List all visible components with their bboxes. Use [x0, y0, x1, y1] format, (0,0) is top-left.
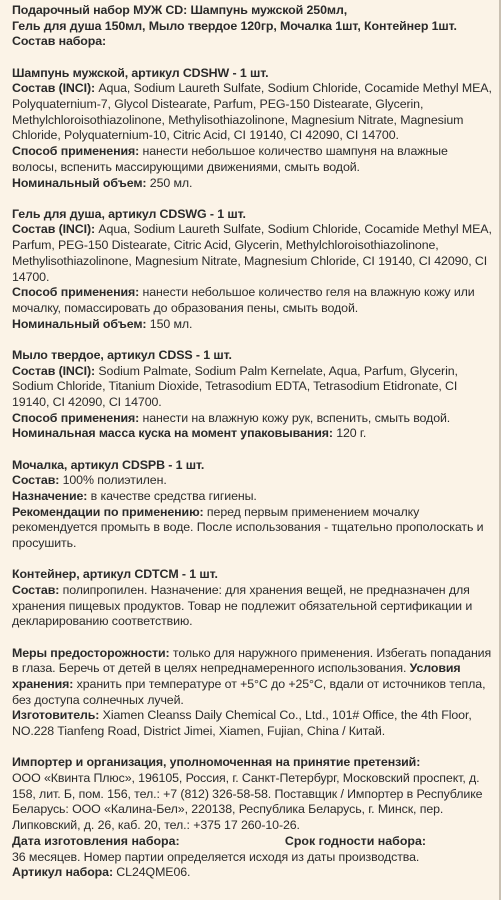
sponge-title: Мочалка, артикул CDSPB - 1 шт. [12, 457, 205, 472]
dates-row [12, 834, 493, 850]
soap-usage: Способ применения: нанести на влажную кожу рук, вспенить, смыть водой. [12, 410, 451, 425]
shampoo-title: Шампунь мужской, артикул CDSHW - 1 шт. [12, 65, 269, 80]
gel-usage: Способ применения: нанести небольшое количество геля на влажную кожу или мочалку, помассировать до образования пены, смыть водой. [12, 285, 475, 315]
header-line-2: Гель для душа 150мл, Мыло твердое 120гр, Мочалка 1шт, Контейнер 1шт. [12, 18, 457, 33]
shelf-life-label: Срок годности набора: [284, 833, 426, 848]
gel-volume: Номинальный объем: 150 мл. [12, 316, 193, 331]
container-composition: Состав: полипропилен. Назначение: для хранения вещей, не предназначен для хранения пищевых продуктов. Товар не подлежит обязательной сертификации и декларированию соответствию. [12, 583, 473, 629]
shampoo-volume: Номинальный объем: 250 мл. [12, 175, 193, 190]
gel-composition: Состав (INCI): Aqua, Sodium Laureth Sulfate, Sodium Chloride, Cocamide Methyl MEA, Parfum, PEG-150 Distearate, Citric Acid, Glycerin, Methylchloroisothiazolinone, Methylisothiazolinone, Magnesium Nitrate, Magnesium Chloride, CI 19140, CI 42090, CI 14700. [12, 222, 492, 284]
soap-title: Мыло твердое, артикул CDSS - 1 шт. [12, 347, 232, 362]
container-title: Контейнер, артикул CDTCM - 1 шт. [12, 567, 218, 582]
manufacturer: Изготовитель: Xiamen Cleanss Daily Chemical Co., Ltd., 101# Office, the 4th Floor, NO.228 Tianfeng Road, District Jimei, Xiamen, Fujian, China / Китай. [12, 708, 472, 739]
sponge-purpose: Назначение: в качестве средства гигиены. [12, 488, 257, 503]
shampoo-usage: Способ применения: нанести небольшое количество шампуня на влажные волосы, вспенить массирующими движениями, смыть водой. [12, 144, 448, 174]
sponge-recommendations: Рекомендации по применению: перед первым применением мочалку рекомендуется промыть в воде. После использования - тщательно прополоскать и просушить. [12, 504, 484, 551]
gel-title: Гель для душа, артикул CDSWG - 1 шт. [12, 206, 246, 221]
sponge-composition: Состав: 100% полиэтилен. [12, 473, 167, 488]
soap-mass: Номинальная масса куска на момент упаковывания: 120 г. [12, 426, 367, 441]
production-date-label: Дата изготовления набора: [12, 833, 180, 848]
header-line-1: Подарочный набор МУЖ CD: Шампунь мужской 250мл, [12, 3, 348, 17]
importer-title: Импортер и организация, уполномоченная на принятие претензий: [12, 755, 421, 770]
soap-composition: Состав (INCI): Sodium Palmate, Sodium Palm Kernelate, Aqua, Parfum, Glycerin, Sodium Chloride, Titanium Dioxide, Tetrasodium EDTA, Tetrasodium Etidronate, CI 19140, CI 42090, CI 14700. [12, 363, 458, 409]
precautions-block: Меры предосторожности: только для наружного применения. Избегать попадания в глаза. Беречь от детей в целях непреднамеренного использования. Условия хранения: хранить при температуре от +5°С до +25°С, вдали от источников тепла, без доступа солнечных лучей. [12, 645, 492, 707]
importer-text: ООО «Квинта Плюс», 196105, Россия, г. Санкт-Петербург, Московский проспект, д. 158, лит. Б, пом. 156, тел.: +7 (812) 326-58-58. Поставщик / Импортер в Республике Беларусь: ООО «Калина-Бел», 220138, Республика Беларусь, г. Минск, пер. Липковский, д. 26, каб. 20, тел.: +375 17 260-10-26. [12, 771, 483, 833]
header-line-3: Состав набора: [12, 34, 107, 49]
set-article: Артикул набора: CL24QME06. [12, 865, 191, 880]
shampoo-composition: Состав (INCI): Aqua, Sodium Laureth Sulfate, Sodium Chloride, Cocamide Methyl MEA, Polyquaternium-7, Glycol Distearate, Parfum, PEG-150 Distearate, Glycerin, Methylchloroisothiazolinone, Methylisothiazolinone, Magnesium Nitrate, Magnesium Chloride, Polyquaternium-10, Citric Acid, CI 19140, CI 42090, CI 14700. [12, 81, 492, 143]
shelf-life-text: 36 месяцев. Номер партии определяется исходя из даты производства. [12, 849, 420, 864]
